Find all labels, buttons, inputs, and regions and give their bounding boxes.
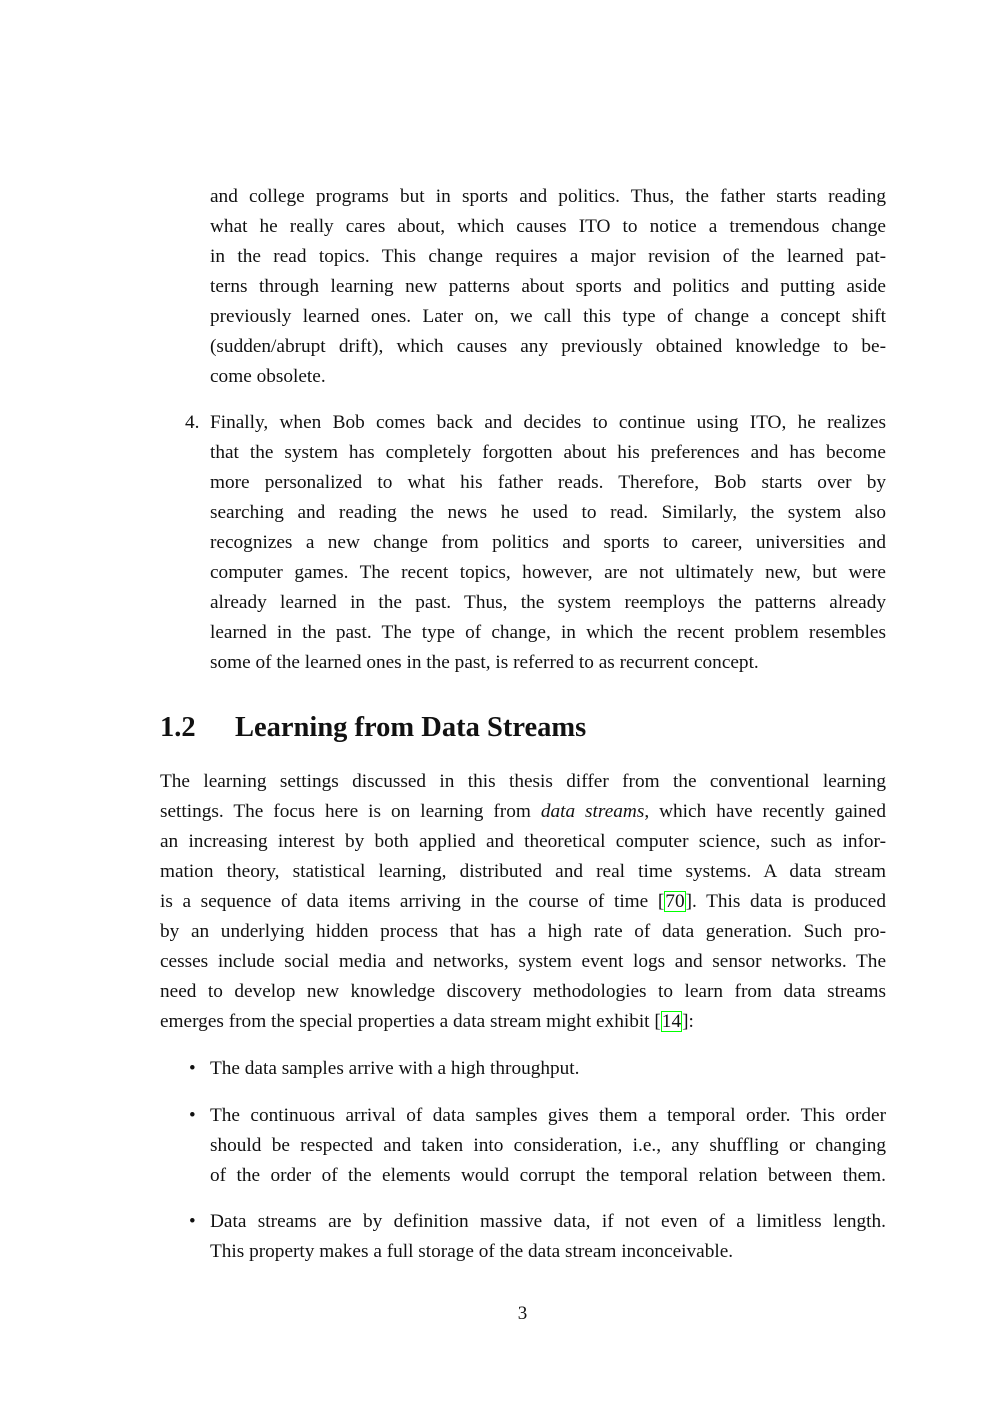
text-segment: ]. This data is produced xyxy=(685,891,886,912)
text-segment: , which have recently gained xyxy=(644,801,886,822)
section-number: 1.2 xyxy=(160,712,196,743)
section-heading xyxy=(160,710,586,746)
text-line: what he really cares about, which causes ITO to notice a tremendous change xyxy=(210,216,886,237)
text-segment: settings. The focus here is on learning from xyxy=(160,801,541,822)
text-line: Finally, when Bob comes back and decides to continue using ITO, he realizes xyxy=(210,412,886,433)
text-line: and college programs but in sports and politics. Thus, the father starts reading xyxy=(210,186,886,207)
text-line xyxy=(160,890,886,914)
text-line: previously learned ones. Later on, we call this type of change a concept shift xyxy=(210,306,886,327)
text-line: (sudden/abrupt drift), which causes any previously obtained knowledge to be- xyxy=(210,336,886,357)
text-line: computer games. The recent topics, however, are not ultimately new, but were xyxy=(210,562,886,583)
emphasis-text: data streams xyxy=(540,801,645,822)
text-line: more personalized to what his father reads. Therefore, Bob starts over by xyxy=(210,472,886,493)
bullet-icon: • xyxy=(189,1211,196,1232)
text-line: Data streams are by definition massive data, if not even of a limitless length. xyxy=(210,1211,886,1232)
text-line: searching and reading the news he used to read. Similarly, the system also xyxy=(210,502,886,523)
text-line: The learning settings discussed in this thesis differ from the conventional learning xyxy=(160,771,886,792)
text-line: already learned in the past. Thus, the system reemploys the patterns already xyxy=(210,592,886,613)
bullet-icon: • xyxy=(189,1058,196,1079)
text-segment: is a sequence of data items arriving in the course of time [ xyxy=(160,891,665,912)
text-line: some of the learned ones in the past, is referred to as recurrent concept. xyxy=(210,652,759,673)
text-line: recognizes a new change from politics and sports to career, universities and xyxy=(210,532,886,553)
text-line: that the system has completely forgotten about his preferences and has become xyxy=(210,442,886,463)
text-segment: ]: xyxy=(682,1011,694,1032)
section-title: Learning from Data Streams xyxy=(235,712,587,743)
text-line: terns through learning new patterns about sports and politics and putting aside xyxy=(210,276,886,297)
text-line: cesses include social media and networks, system event logs and sensor networks. The xyxy=(160,951,886,972)
text-segment: emerges from the special properties a data stream might exhibit [ xyxy=(160,1011,661,1032)
text-line: The data samples arrive with a high throughput. xyxy=(210,1058,580,1079)
text-line xyxy=(160,1010,886,1034)
text-line: come obsolete. xyxy=(210,366,326,387)
text-line: in the read topics. This change requires a major revision of the learned pat- xyxy=(210,246,886,267)
text-line: mation theory, statistical learning, distributed and real time systems. A data stream xyxy=(160,861,886,882)
bullet-icon: • xyxy=(189,1105,196,1126)
page-number: 3 xyxy=(517,1303,528,1324)
text-line: learned in the past. The type of change, in which the recent problem resembles xyxy=(210,622,886,643)
list-number: 4. xyxy=(185,412,200,433)
text-line: need to develop new knowledge discovery methodologies to learn from data streams xyxy=(160,981,886,1002)
text-line: The continuous arrival of data samples gives them a temporal order. This order xyxy=(210,1105,886,1126)
citation-link-70[interactable]: 70 xyxy=(665,891,685,912)
text-line: of the order of the elements would corrupt the temporal relation between them. xyxy=(210,1165,886,1186)
citation-link-14[interactable]: 14 xyxy=(661,1011,682,1032)
text-line: an increasing interest by both applied and theoretical computer science, such as infor- xyxy=(160,831,886,852)
text-line: by an underlying hidden process that has a high rate of data generation. Such pro- xyxy=(160,921,886,942)
text-line: should be respected and taken into consideration, i.e., any shuffling or changing xyxy=(210,1135,886,1156)
text-line: This property makes a full storage of the data stream inconceivable. xyxy=(210,1241,734,1262)
text-line xyxy=(160,800,886,824)
